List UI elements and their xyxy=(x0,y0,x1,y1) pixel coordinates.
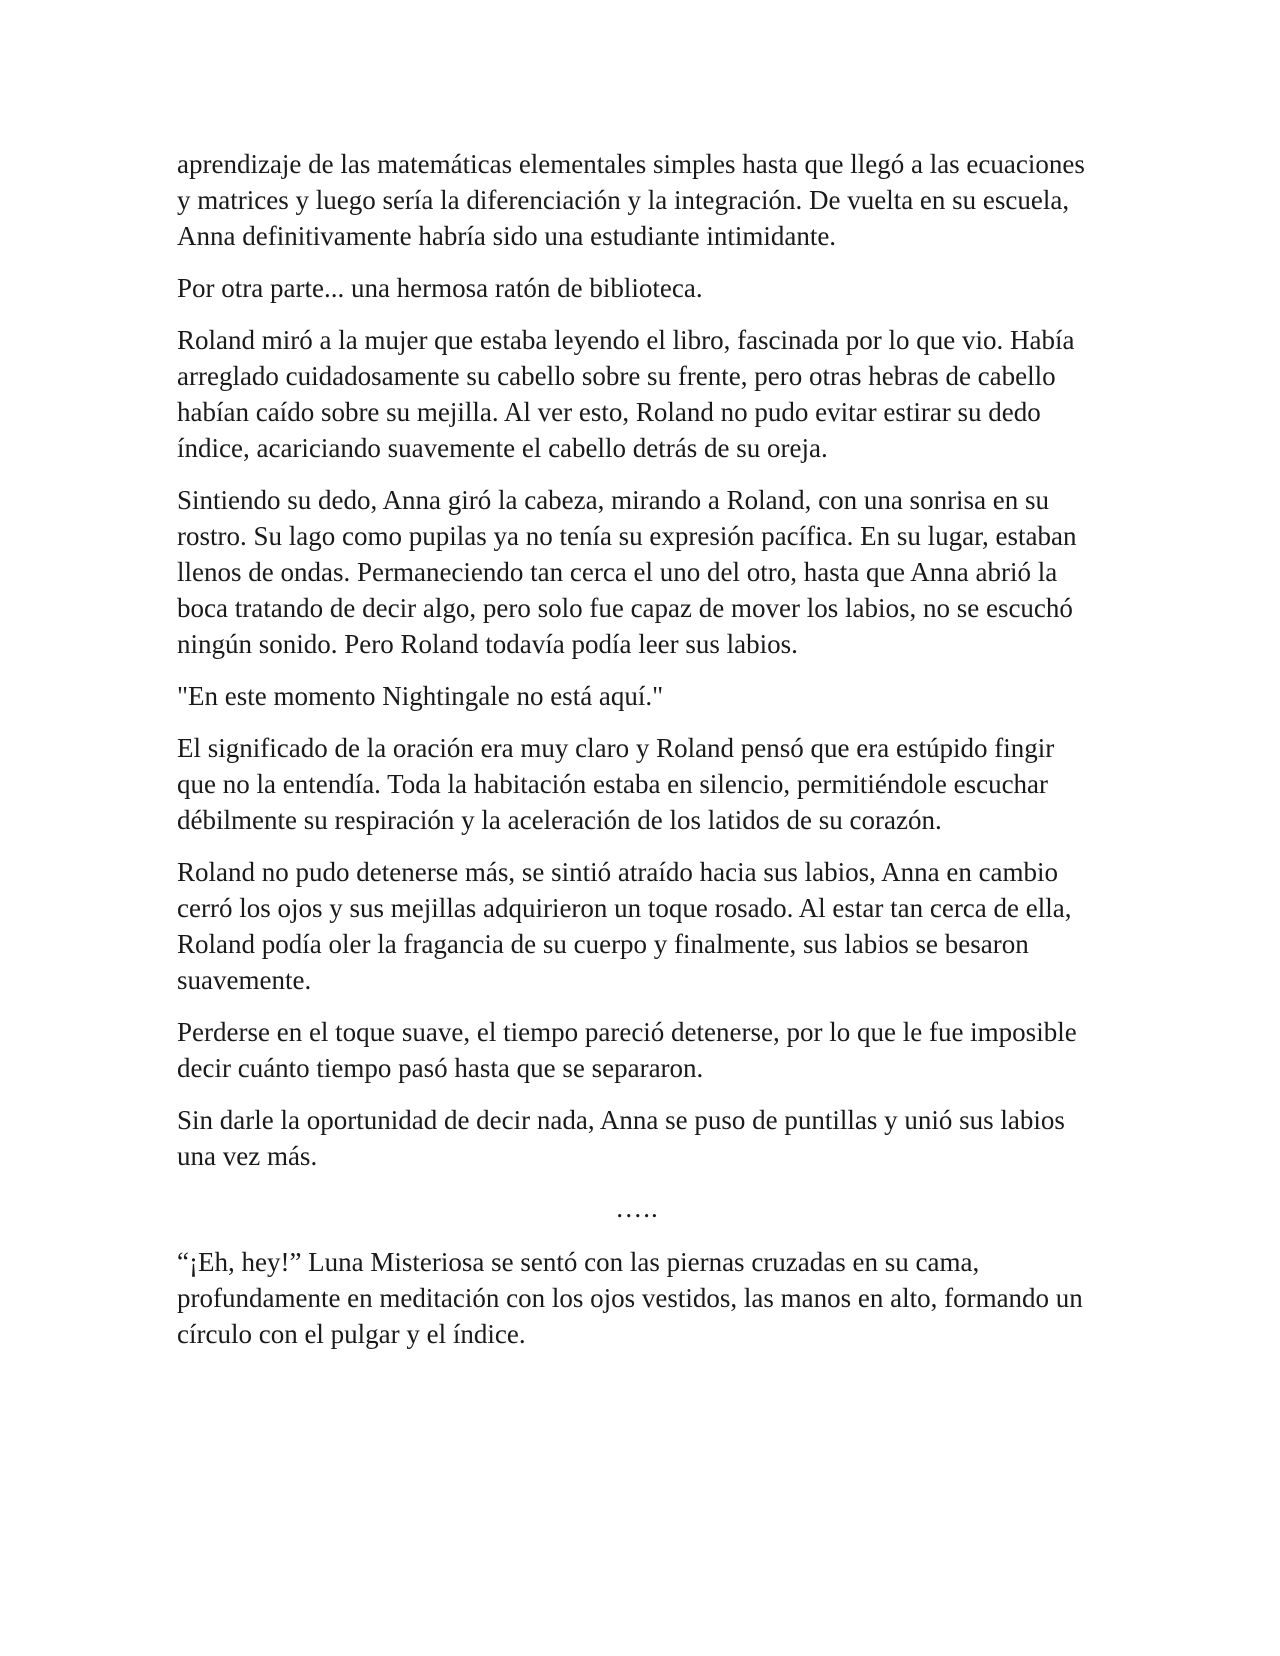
scene-separator: ….. xyxy=(615,1193,659,1223)
text-column xyxy=(177,146,1097,1352)
paragraph-4: Sintiendo su dedo, Anna giró la cabeza, mirando a Roland, con una sonrisa en su rostro. Su lago como pupilas ya no tenía su expresión pacífica. En su lugar, estaban llenos de ondas. Permaneciendo tan cerca el uno del otro, hasta que Anna abrió la boca tratando de decir algo, pero solo fue capaz de mover los labios, no se escuchó ningún sonido. Pero Roland todavía podía leer sus labios. xyxy=(177,485,1077,659)
paragraph-1: aprendizaje de las matemáticas elementales simples hasta que llegó a las ecuaciones y matrices y luego sería la diferenciación y la integración. De vuelta en su escuela, Anna definitivamente habría sido una estudiante intimidante. xyxy=(177,149,1085,251)
paragraph-2: Por otra parte... una hermosa ratón de biblioteca. xyxy=(177,273,703,303)
paragraph-8: Perderse en el toque suave, el tiempo pareció detenerse, por lo que le fue imposible decir cuánto tiempo pasó hasta que se separaron. xyxy=(177,1017,1077,1083)
paragraph-9: Sin darle la oportunidad de decir nada, Anna se puso de puntillas y unió sus labios una vez más. xyxy=(177,1105,1065,1171)
paragraph-7: Roland no pudo detenerse más, se sintió atraído hacia sus labios, Anna en cambio cerró los ojos y sus mejillas adquirieron un toque rosado. Al estar tan cerca de ella, Roland podía oler la fragancia de su cuerpo y finalmente, sus labios se besaron suavemente. xyxy=(177,857,1072,995)
paragraph-3: Roland miró a la mujer que estaba leyendo el libro, fascinada por lo que vio. Había arreglado cuidadosamente su cabello sobre su frente, pero otras hebras de cabello habían caído sobre su mejilla. Al ver esto, Roland no pudo evitar estirar su dedo índice, acariciando suavemente el cabello detrás de su oreja. xyxy=(177,325,1075,463)
paragraph-10: “¡Eh, hey!” Luna Misteriosa se sentó con las piernas cruzadas en su cama, profundamente en meditación con los ojos vestidos, las manos en alto, formando un círculo con el pulgar y el índice. xyxy=(177,1247,1083,1349)
paragraph-5: "En este momento Nightingale no está aquí." xyxy=(177,681,664,711)
paragraph-6: El significado de la oración era muy claro y Roland pensó que era estúpido fingir que no la entendía. Toda la habitación estaba en silencio, permitiéndole escuchar débilmente su respiración y la aceleración de los latidos de su corazón. xyxy=(177,733,1055,835)
